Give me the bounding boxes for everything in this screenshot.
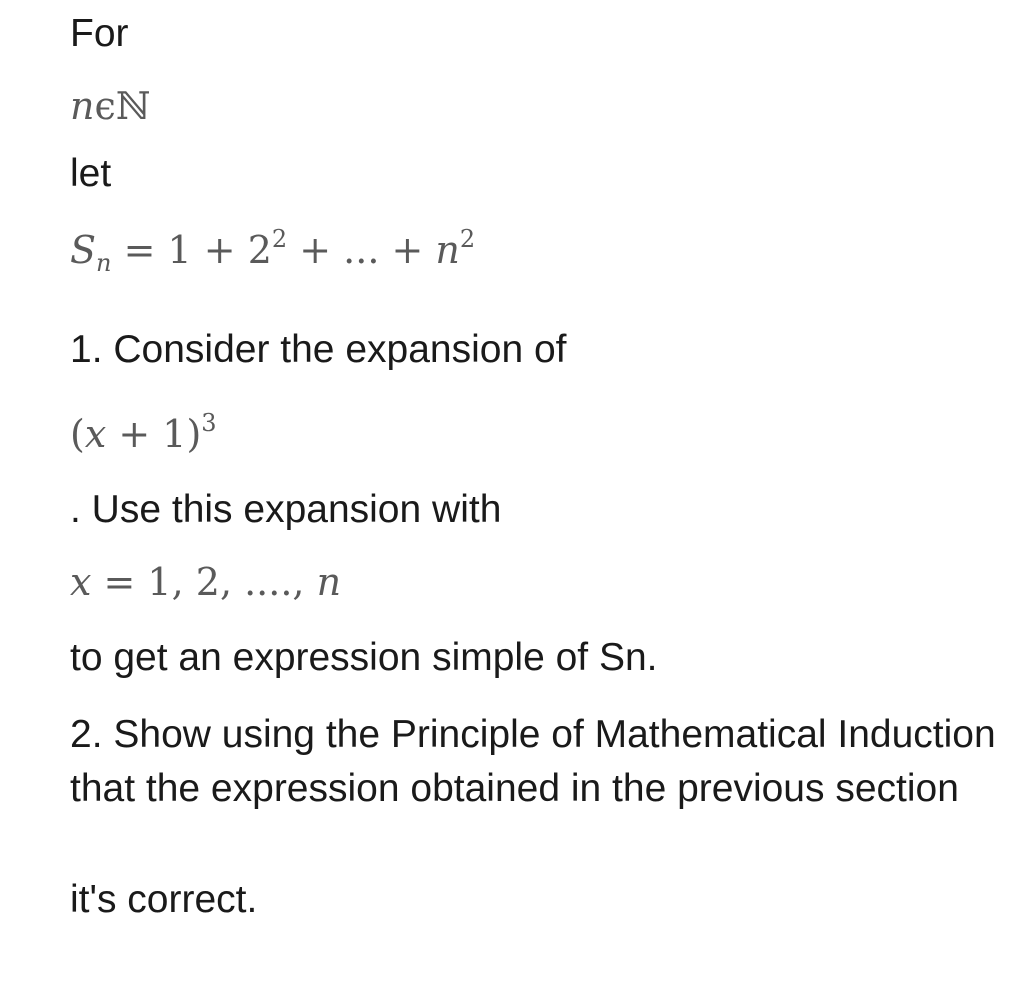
sub-n: n (96, 249, 112, 277)
var-x-values: x (70, 560, 92, 604)
sn-rhs: = 1 + 2 (111, 228, 272, 272)
x-values-expression (70, 558, 341, 606)
var-n-last: n (435, 228, 460, 272)
sn-ellipsis: + ... + (287, 228, 436, 272)
var-x: x (84, 412, 107, 456)
correct-text: it's correct. (70, 878, 258, 921)
item-2-text: 2. Show using the Principle of Mathematical Induction that the expression obtained in the previous section (70, 713, 996, 810)
var-n-values: n (316, 560, 342, 604)
sn-definition (70, 225, 476, 277)
element-of-symbol: ϵ (94, 84, 116, 128)
to-get-text: to get an expression simple of Sn. (70, 636, 658, 679)
plus-one-close: + 1) (106, 412, 202, 456)
sup-2-last: 2 (459, 225, 476, 253)
var-n: n (70, 84, 95, 128)
word-let: let (70, 152, 112, 195)
use-with-text: . Use this expansion with (70, 488, 502, 531)
var-S: S (70, 228, 97, 272)
x-values-list: = 1, 2, ...., (91, 560, 317, 604)
sup-2: 2 (271, 225, 288, 253)
open-paren: ( (70, 412, 85, 456)
sup-3: 3 (201, 409, 217, 437)
expansion-expression (70, 410, 217, 458)
naturals-symbol: ℕ (115, 84, 151, 128)
item-1-text: 1. Consider the expansion of (70, 328, 567, 371)
word-for: For (70, 12, 129, 55)
n-in-naturals (70, 82, 151, 130)
